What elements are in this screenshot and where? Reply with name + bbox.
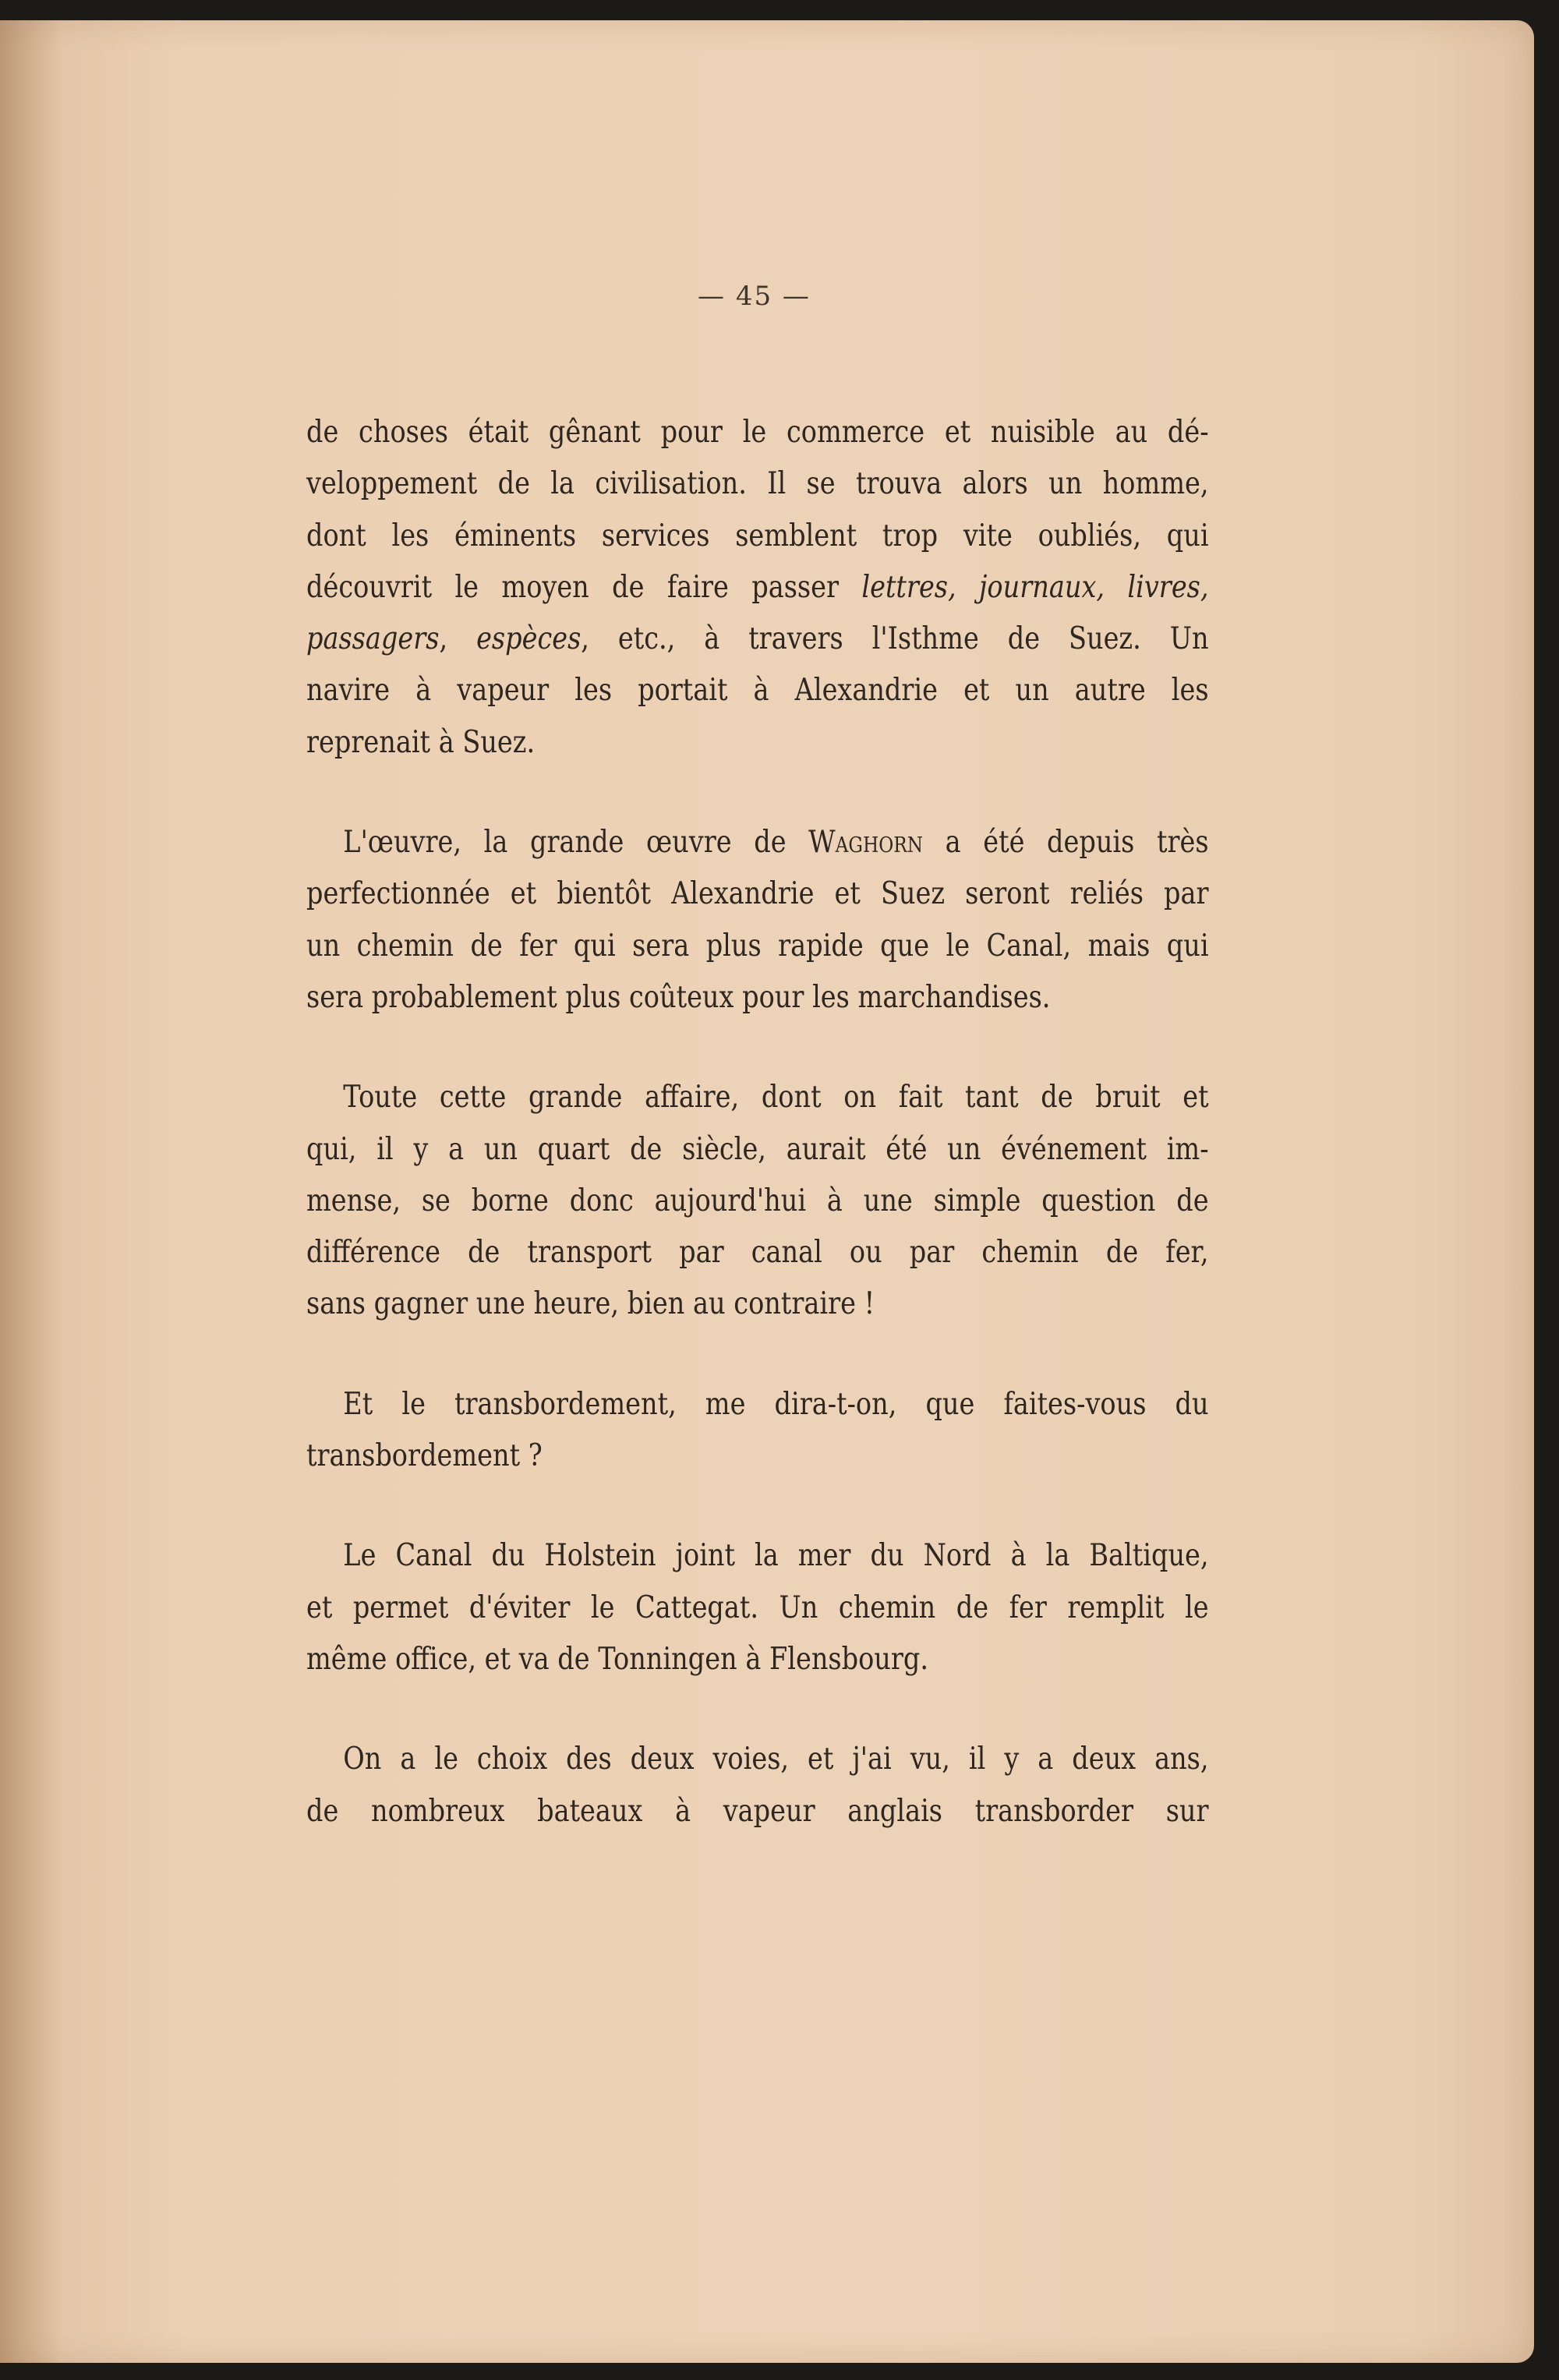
smallcaps-name: Waghorn xyxy=(808,825,924,861)
text-line: et permet d'éviter le Cattegat. Un chemin de fer remplit le xyxy=(306,1590,1209,1625)
text-fragment: découvrit le moyen de faire passer xyxy=(306,569,862,605)
text-line: Le Canal du Holstein joint la mer du Nord à la Baltique, xyxy=(343,1538,1209,1574)
paragraph-6 xyxy=(306,1734,1209,1837)
text-line: Et le transbordement, me dira-t-on, que faites-vous du xyxy=(343,1386,1209,1422)
text-line: dont les éminents services semblent trop vite oubliés, qui xyxy=(306,518,1209,553)
text-fragment: a été depuis très xyxy=(923,825,1209,861)
text-line: Toute cette grande affaire, dont on fait tant de bruit et xyxy=(343,1080,1209,1116)
paragraph-5 xyxy=(306,1530,1209,1685)
text-fragment: , xyxy=(439,621,477,657)
text-line: qui, il y a un quart de siècle, aurait été un événement im- xyxy=(306,1131,1209,1167)
italic-text: passagers xyxy=(306,621,440,657)
text-line xyxy=(306,562,1209,614)
text-line xyxy=(306,817,1209,868)
italic-text: lettres, journaux, livres, xyxy=(861,569,1209,605)
paragraph-2 xyxy=(306,817,1209,1024)
text-fragment: , etc., à travers l'Isthme de Suez. Un xyxy=(581,621,1209,657)
paragraph-1 xyxy=(306,407,1209,769)
paragraph-3 xyxy=(306,1072,1209,1330)
text-line: de choses était gênant pour le commerce et nuisible au dé- xyxy=(306,415,1209,450)
text-line: différence de transport par canal ou par chemin de fer, xyxy=(306,1235,1209,1271)
text-line: On a le choix des deux voies, et j'ai vu, il y a deux ans, xyxy=(343,1742,1209,1777)
text-line xyxy=(306,614,1209,665)
body-text xyxy=(306,407,1209,1886)
text-line: sans gagner une heure, bien au contraire ! xyxy=(306,1286,875,1322)
italic-text: espèces xyxy=(476,621,582,657)
text-line: reprenait à Suez. xyxy=(306,724,536,760)
page-number: — 45 — xyxy=(698,281,811,312)
text-line: transbordement ? xyxy=(306,1438,543,1474)
text-line: un chemin de fer qui sera plus rapide que le Canal, mais qui xyxy=(306,928,1209,964)
text-line: de nombreux bateaux à vapeur anglais transborder sur xyxy=(306,1793,1209,1829)
page-gutter xyxy=(0,20,62,2363)
text-line: même office, et va de Tonningen à Flensbourg. xyxy=(306,1641,929,1677)
text-fragment: L'œuvre, la grande œuvre de xyxy=(343,825,809,861)
paragraph-4 xyxy=(306,1379,1209,1483)
text-line: navire à vapeur les portait à Alexandrie et un autre les xyxy=(306,673,1209,709)
text-line: veloppement de la civilisation. Il se trouva alors un homme, xyxy=(306,466,1209,502)
text-line: sera probablement plus coûteux pour les marchandises. xyxy=(306,979,1051,1015)
text-line: perfectionnée et bientôt Alexandrie et Suez seront reliés par xyxy=(306,876,1209,912)
text-line: mense, se borne donc aujourd'hui à une simple question de xyxy=(306,1183,1209,1218)
book-page xyxy=(0,20,1534,2363)
